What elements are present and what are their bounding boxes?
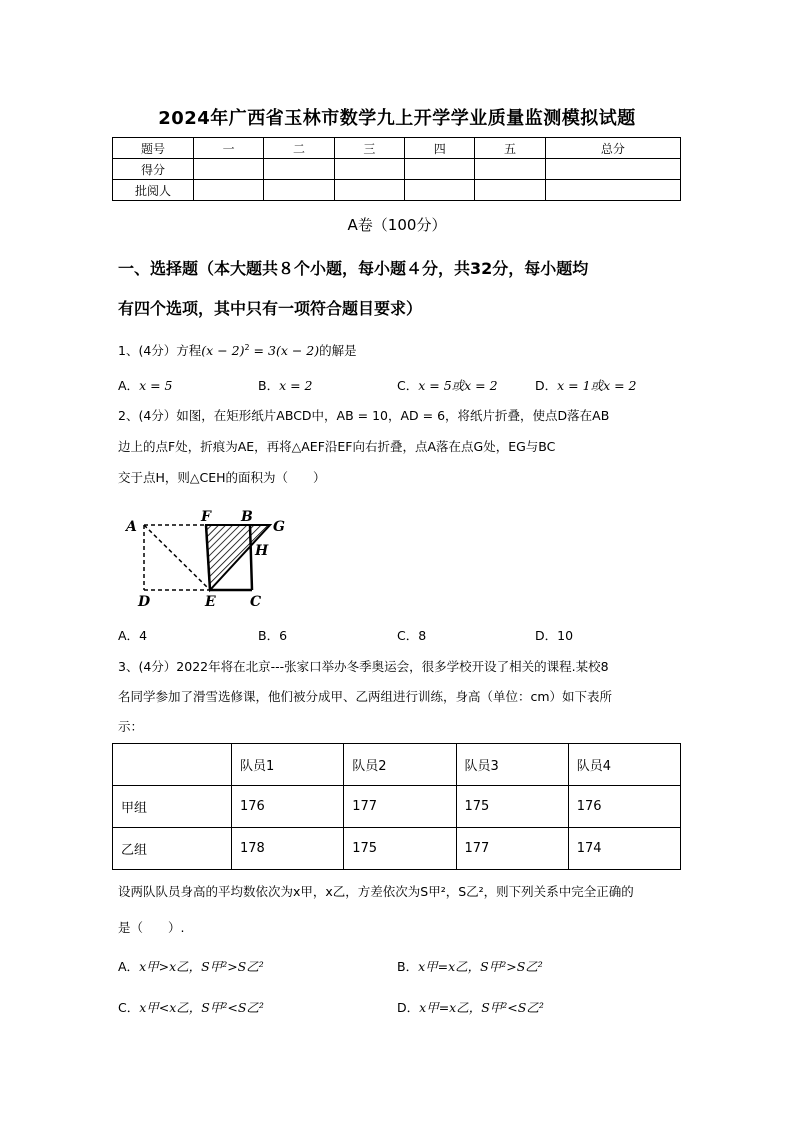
option-label: C． (397, 378, 419, 393)
q3-line5: 是（ ）. (118, 920, 185, 935)
option-text: x = 5 (139, 378, 173, 393)
score-row (113, 180, 681, 201)
q1-suffix: 的解是 (319, 343, 357, 359)
score-cell[interactable] (475, 159, 545, 180)
q2-line2: 边上的点F处，折痕为AE，再将△AEF沿EF向右折叠，点A落在点G处，EG与BC (118, 439, 556, 454)
q2-option-a[interactable] (118, 626, 147, 644)
fig-label-e: E (205, 594, 216, 610)
q1-expr: (x − 2) (201, 343, 245, 359)
score-cell[interactable] (194, 159, 264, 180)
option-text: x甲=x乙，S甲²<S乙² (419, 1000, 544, 1015)
option-text: x甲>x乙，S甲²>S乙² (139, 959, 264, 974)
fig-label-h: H (255, 543, 269, 559)
option-label: C． (118, 1000, 140, 1015)
score-cell[interactable] (194, 180, 264, 201)
score-cell[interactable] (405, 159, 475, 180)
score-cell[interactable] (264, 180, 334, 201)
table-cell: 177 (456, 828, 568, 870)
q3-option-b[interactable] (397, 957, 543, 975)
fig-label-b: B (241, 509, 253, 525)
q3-line4: 设两队队员身高的平均数依次为x甲，x乙，方差依次为S甲²，S乙²，则下列关系中完全正确的 (118, 884, 634, 899)
score-header-cell: 四 (405, 138, 475, 159)
table-cell: 177 (344, 786, 456, 828)
option-label: A． (118, 628, 140, 643)
q1-option-a[interactable] (118, 376, 173, 394)
q3-line3: 示： (118, 719, 144, 734)
option-label: D． (535, 628, 558, 643)
table-header-cell: 队员2 (344, 744, 456, 786)
score-table-header-row (113, 138, 681, 159)
score-cell[interactable] (405, 180, 475, 201)
option-label: A． (118, 959, 140, 974)
table-header-cell: 队员1 (232, 744, 344, 786)
q1-option-c[interactable] (397, 376, 498, 394)
option-label: B． (397, 959, 419, 974)
q2-line3: 交于点H，则△CEH的面积为（ ） (118, 470, 326, 485)
q1-option-d[interactable] (535, 376, 637, 394)
table-row (113, 828, 681, 870)
table-cell: 176 (232, 786, 344, 828)
option-text: x甲<x乙，S甲²<S乙² (139, 1000, 264, 1015)
option-label: B． (258, 628, 280, 643)
score-cell[interactable] (545, 180, 680, 201)
score-cell[interactable] (334, 159, 404, 180)
option-text: 8 (418, 628, 427, 643)
score-header-cell: 二 (264, 138, 334, 159)
q3-option-a[interactable] (118, 957, 264, 975)
q3-line1: 3、(4分）2022年将在北京---张家口举办冬季奥运会，很多学校开设了相关的课程.某校8 (118, 659, 609, 674)
q2-line1: 2、(4分）如图，在矩形纸片ABCD中，AB = 10，AD = 6，将纸片折叠，使点D落在AB (118, 408, 610, 423)
fig-label-c: C (250, 594, 262, 610)
option-text: x = 5或x = 2 (418, 378, 498, 393)
option-label: C． (397, 628, 419, 643)
q1-exponent: 2 (244, 343, 250, 352)
table-row (113, 786, 681, 828)
fig-label-f: F (201, 509, 211, 525)
table-cell: 175 (344, 828, 456, 870)
q3-option-d[interactable] (397, 998, 544, 1016)
q2-option-b[interactable] (258, 626, 287, 644)
table-header-cell (113, 744, 232, 786)
question-1 (118, 339, 688, 360)
page-title: 2024年广西省玉林市数学九上开学学业质量监测模拟试题 (158, 108, 636, 129)
option-text: 10 (557, 628, 574, 643)
fig-label-d: D (138, 594, 151, 610)
table-header-cell: 队员3 (456, 744, 568, 786)
table-cell: 176 (568, 786, 680, 828)
option-label: A． (118, 378, 140, 393)
fig-label-a: A (126, 519, 137, 535)
option-text: 4 (139, 628, 148, 643)
height-table-header (113, 744, 681, 786)
q1-expr2: = 3(x − 2) (249, 343, 320, 359)
fig-label-g: G (273, 519, 285, 535)
score-header-cell: 三 (334, 138, 404, 159)
q2-option-c[interactable] (397, 626, 426, 644)
q1-prefix: 1、(4分）方程 (118, 343, 202, 359)
table-cell: 175 (456, 786, 568, 828)
q2-option-d[interactable] (535, 626, 573, 644)
option-label: B． (258, 378, 280, 393)
q1-option-b[interactable] (258, 376, 313, 394)
score-cell[interactable] (334, 180, 404, 201)
option-text: 6 (279, 628, 288, 643)
score-table (112, 137, 681, 201)
option-text: x甲=x乙，S甲²>S乙² (418, 959, 543, 974)
q2-figure (122, 508, 292, 610)
table-cell: 乙组 (113, 828, 232, 870)
option-text: x = 1或x = 2 (557, 378, 637, 393)
option-text: x = 2 (279, 378, 313, 393)
score-row (113, 159, 681, 180)
part1-heading-line1: 一、选择题（本大题共８个小题，每小题４分，共32分，每小题均 (118, 259, 589, 278)
option-label: D． (397, 1000, 420, 1015)
table-cell: 甲组 (113, 786, 232, 828)
score-cell[interactable] (545, 159, 680, 180)
part1-heading-line2: 有四个选项，其中只有一项符合题目要求） (118, 299, 423, 318)
table-cell: 174 (568, 828, 680, 870)
table-header-cell: 队员4 (568, 744, 680, 786)
score-row-label: 得分 (113, 159, 194, 180)
score-header-cell: 总分 (545, 138, 680, 159)
option-label: D． (535, 378, 558, 393)
score-header-cell: 题号 (113, 138, 194, 159)
score-cell[interactable] (475, 180, 545, 201)
height-table (112, 743, 681, 870)
section-a-title: A卷（100分） (347, 216, 447, 234)
score-cell[interactable] (264, 159, 334, 180)
score-header-cell: 五 (475, 138, 545, 159)
score-row-label: 批阅人 (113, 180, 194, 201)
q3-line2: 名同学参加了滑雪选修课，他们被分成甲、乙两组进行训练，身高（单位：cm）如下表所 (118, 689, 613, 704)
table-cell: 178 (232, 828, 344, 870)
q3-option-c[interactable] (118, 998, 264, 1016)
score-header-cell: 一 (194, 138, 264, 159)
